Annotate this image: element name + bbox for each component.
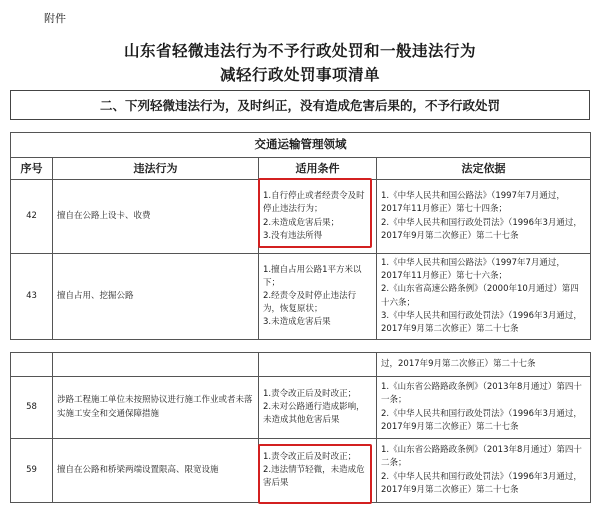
- col-header-conditions: 适用条件: [259, 158, 377, 180]
- basis-item: 1.《中华人民共和国公路法》（1997年7月通过，2017年11月修正）第七十四条；: [381, 191, 565, 215]
- col-header-act: 违法行为: [53, 158, 259, 180]
- basis-item: 1.《中华人民共和国公路法》（1997年7月通过，2017年11月修正）第七十六条；: [381, 258, 565, 282]
- row-basis: [377, 377, 591, 439]
- basis-item: 2.《山东省高速公路条例》（2000年10月通过）第四十六条；: [381, 284, 579, 308]
- basis-item: 1.《山东省公路路政条例》（2013年8月通过）第四十二条；: [381, 445, 582, 469]
- row-conditions: [259, 254, 377, 340]
- condition-item: 2.未造成危害后果；: [263, 217, 340, 228]
- row-act: 涉路工程施工单位未按照协议进行施工作业或者未落实施工安全和交通保障措施: [53, 377, 259, 439]
- row-act: 擅自占用、挖掘公路: [53, 254, 259, 340]
- continuation-row: [11, 353, 591, 377]
- row-no: 59: [11, 439, 53, 503]
- row-basis: [377, 180, 591, 254]
- condition-item: 1.责令改正后及时改正；: [263, 451, 357, 462]
- document-title-line2: 减轻行政处罚事项清单: [219, 65, 380, 84]
- header-row: [11, 158, 591, 180]
- domain-title: 交通运输管理领域: [11, 133, 591, 158]
- basis-item: 2.《中华人民共和国行政处罚法》（1996年3月通过，2017年9月第二次修正）第二十七条: [381, 408, 582, 432]
- condition-item: 1.责令改正后及时改正；: [263, 388, 357, 399]
- row-conditions: [259, 377, 377, 439]
- table-row: [11, 254, 591, 340]
- continuation-text: 过，2017年9月第二次修正）第二十七条: [377, 353, 591, 377]
- condition-item: 1.自行停止或者经责令及时停止违法行为；: [263, 191, 365, 215]
- basis-item: 2.《中华人民共和国行政处罚法》（1996年3月通过，2017年9月第二次修正）第二十七条: [381, 471, 582, 495]
- condition-item: 1.擅自占用公路1平方米以下；: [263, 264, 362, 288]
- row-act: 擅自在公路上设卡、收费: [53, 180, 259, 254]
- basis-item: 2.《中华人民共和国行政处罚法》（1996年3月通过，2017年9月第二次修正）第二十七条: [381, 217, 582, 241]
- table-row: [11, 377, 591, 439]
- col-header-basis: 法定依据: [377, 158, 591, 180]
- section-heading: 二、下列轻微违法行为，及时纠正，没有造成危害后果的，不予行政处罚: [10, 90, 590, 120]
- highlight-box-row59: [258, 444, 372, 504]
- row-act: 擅自在公路和桥梁两端设置限高、限宽设施: [53, 439, 259, 503]
- condition-item: 2.经责令及时停止违法行为，恢复原状；: [263, 290, 357, 315]
- highlight-box-row42: [258, 178, 372, 248]
- document-title-line1: 山东省轻微违法行为不予行政处罚和一般违法行为: [123, 41, 476, 60]
- domain-row: [11, 133, 591, 158]
- condition-item: 2.违法情节轻微，未造成危害后果: [263, 464, 365, 489]
- condition-item: 2.未对公路通行造成影响，未造成其他危害后果: [263, 401, 365, 426]
- condition-item: 3.未造成危害后果: [263, 317, 331, 328]
- basis-item: 1.《山东省公路路政条例》（2013年8月通过）第四十一条；: [381, 382, 582, 406]
- row-basis: [377, 254, 591, 340]
- row-no: 43: [11, 254, 53, 340]
- row-no: 42: [11, 180, 53, 254]
- basis-item: 3.《中华人民共和国行政处罚法》（1996年3月通过，2017年9月第二次修正）第二十七条: [381, 310, 582, 334]
- col-header-no: 序号: [11, 158, 53, 180]
- attachment-label: 附件: [44, 12, 66, 25]
- condition-item: 3.没有违法所得: [263, 230, 323, 241]
- row-no: 58: [11, 377, 53, 439]
- row-basis: [377, 439, 591, 503]
